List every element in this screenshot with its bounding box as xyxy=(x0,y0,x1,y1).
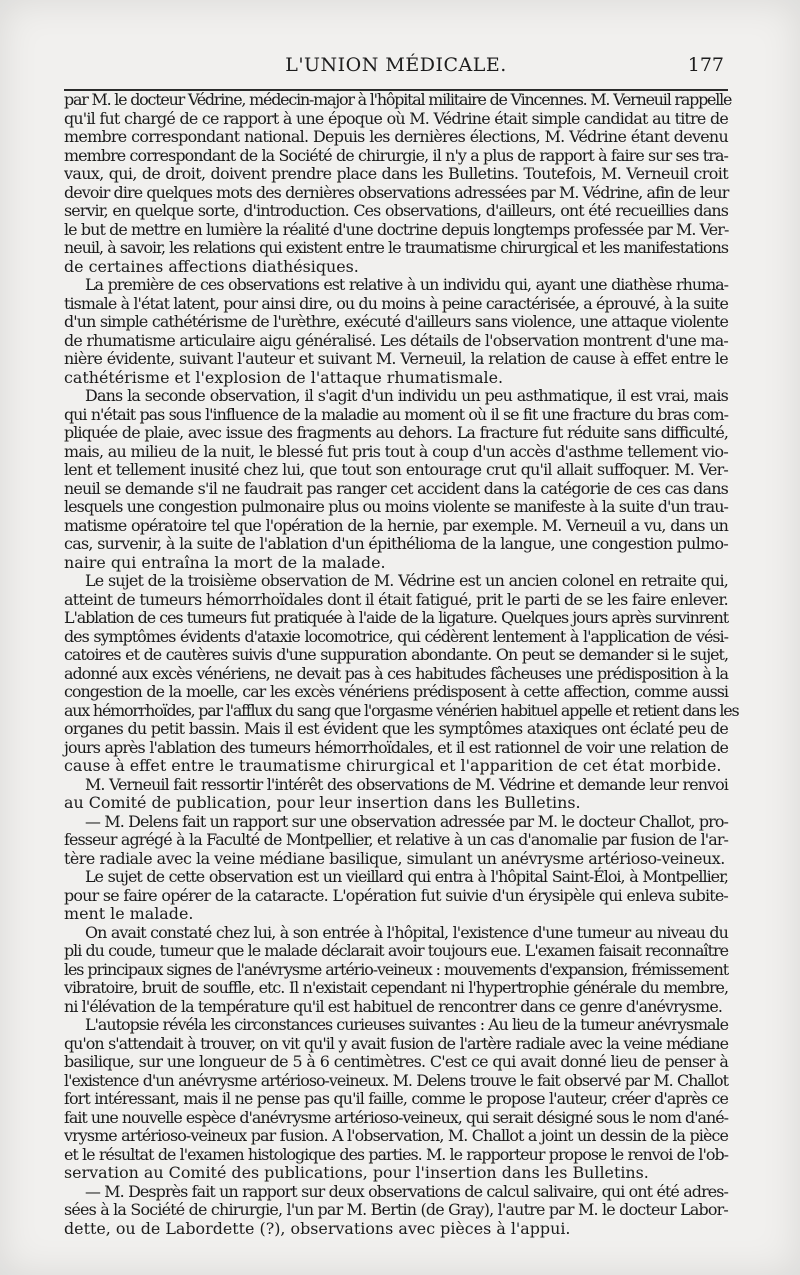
text-line: par M. le docteur Védrine, médecin-major à l'hôpital militaire de Vincennes. M. Verneuil rappelle xyxy=(64,90,732,109)
text-line: membre correspondant de la Société de chirurgie, il n'y a plus de rapport à faire sur ses tra- xyxy=(64,145,728,165)
text-line: On avait constaté chez lui, à son entrée à l'hôpital, l'existence d'une tumeur au niveau du xyxy=(85,922,728,942)
text-line: sées à la Société de chirurgie, l'un par M. Bertin (de Gray), l'autre par M. le docteur Labor- xyxy=(64,1200,728,1219)
text-line: vibratoire, bruit de souffle, etc. Il n'existait cependant ni l'hypertrophie générale du membre, xyxy=(64,978,728,997)
text-line: ment le malade. xyxy=(64,904,194,923)
text-line: fait une nouvelle espèce d'anévrysme artérioso-veineux, qui serait désigné sous le nom d'ané- xyxy=(64,1107,728,1127)
paragraph xyxy=(64,868,728,924)
text-line: ni l'élévation de la température qu'il est habituel de rencontrer dans ce genre d'anévrysme. xyxy=(64,996,722,1016)
paragraph xyxy=(64,1016,728,1183)
text-line: vrysme artérioso-veineux par fusion. A l'observation, M. Challot a joint un dessin de la pièce xyxy=(64,1126,728,1145)
text-line: au Comité de publication, pour leur insertion dans les Bulletins. xyxy=(64,793,581,812)
text-line: cathétérisme et l'explosion de l'attaque rhumatismale. xyxy=(64,367,504,387)
journal-title: L'UNION MÉDICALE. xyxy=(285,54,507,76)
text-line: d'un simple cathétérisme de l'urèthre, exécuté d'ailleurs sans violence, une attaque violente xyxy=(64,312,728,331)
text-line: servation au Comité des publications, pour l'insertion dans les Bulletins. xyxy=(64,1163,649,1182)
text-line: qui n'était pas sous l'influence de la maladie au moment où il se fit une fracture du bras com- xyxy=(64,404,728,424)
text-line: les principaux signes de l'anévrysme artério-veineux : mouvements d'expansion, frémissement xyxy=(64,959,728,979)
paragraph xyxy=(64,813,728,869)
text-line: M. Verneuil fait ressortir l'intérêt des observations de M. Védrine et demande leur renvoi xyxy=(85,774,728,794)
text-line: qu'il fut chargé de ce rapport à une époque où M. Védrine était simple candidat au titre de xyxy=(64,108,728,128)
text-line: — M. Desprès fait un rapport sur deux observations de calcul salivaire, qui ont été adres- xyxy=(85,1181,728,1201)
text-line: cas, survenir, à la suite de l'ablation d'un épithélioma de la langue, une congestion pulmo- xyxy=(64,534,728,553)
text-line: le but de mettre en lumière la réalité d'une doctrine depuis longtemps professée par M. Ver- xyxy=(64,219,729,239)
text-line: catoires et de cautères suivis d'une suppuration abondante. On peut se demander si le sujet, xyxy=(64,645,728,664)
body-text xyxy=(64,90,739,1238)
text-line: lesquels une congestion pulmonaire plus ou moins violente se manifeste à la suite d'un trau- xyxy=(64,497,728,516)
text-line: La première de ces observations est relative à un individu qui, ayant une diathèse rhuma- xyxy=(85,275,728,294)
text-line: matisme opératoire tel que l'opération de la hernie, par exemple. M. Verneuil a vu, dans un xyxy=(64,515,728,535)
paragraph xyxy=(64,276,728,387)
page-number: 177 xyxy=(687,54,724,76)
paragraph xyxy=(64,90,732,276)
paragraph xyxy=(64,776,728,813)
text-line: pli du coude, tumeur que le malade déclarait avoir toujours eue. L'examen faisait reconnaître xyxy=(64,941,728,960)
paragraph xyxy=(64,924,728,1017)
paragraph xyxy=(64,387,728,572)
text-line: fesseur agrégé à la Faculté de Montpellier, et relative à un cas d'anomalie par fusion de l'ar- xyxy=(64,830,728,849)
running-head xyxy=(66,50,726,80)
text-line: vaux, qui, de droit, doivent prendre place dans les Bulletins. Toutefois, M. Verneuil croit xyxy=(64,164,728,183)
text-line: Le sujet de cette observation est un vieillard qui entra à l'hôpital Saint-Éloi, à Montpellier, xyxy=(85,867,728,886)
text-line: des symptômes évidents d'ataxie locomotrice, qui cédèrent lentement à l'application de vési- xyxy=(64,626,728,646)
text-line: qu'on s'attendait à trouver, on vit qu'il y avait fusion de l'artère radiale avec la veine médiane xyxy=(64,1033,728,1053)
text-line: basilique, sur une longueur de 5 à 6 centimètres. C'est ce qui avait donné lieu de penser à xyxy=(64,1052,728,1071)
text-line: organes du petit bassin. Mais il est évident que les symptômes ataxiques ont éclaté peu de xyxy=(64,719,728,738)
text-line: servir, en quelque sorte, d'introduction. Ces observations, d'ailleurs, ont été recueillies dans xyxy=(64,201,728,220)
text-line: L'autopsie révéla les circonstances curieuses suivantes : Au lieu de la tumeur anévrysmale xyxy=(85,1015,728,1034)
text-line: — M. Delens fait un rapport sur une observation adressée par M. le docteur Challot, pro- xyxy=(85,811,728,831)
text-line: lent et tellement inusité chez lui, que tout son entourage crut qu'il allait suffoquer. M. Ver- xyxy=(64,460,728,479)
text-line: de rhumatisme articulaire aigu généralisé. Les détails de l'observation montrent d'une ma- xyxy=(64,330,728,350)
text-line: L'ablation de ces tumeurs fut pratiquée à l'aide de la ligature. Quelques jours après survinrent xyxy=(64,608,728,627)
text-line: de certaines affections diathésiques. xyxy=(64,256,359,276)
text-line: mais, au milieu de la nuit, le blessé fut pris tout à coup d'un accès d'asthme tellement vio- xyxy=(64,441,728,461)
text-line: l'existence d'un anévrysme artérioso-veineux. M. Delens trouve le fait observé par M. Challot xyxy=(64,1070,728,1090)
text-line: pour se faire opérer de la cataracte. L'opération fut suivie d'un érysipèle qui enleva subite- xyxy=(64,885,728,905)
text-line: aux hémorrhoïdes, par l'afflux du sang que l'orgasme vénérien habituel appelle et retient dans les xyxy=(64,700,739,720)
text-line: nière évidente, suivant l'auteur et suivant M. Verneuil, la relation de cause à effet entre le xyxy=(64,349,728,368)
text-line: pliquée de plaie, avec issue des fragments au dehors. La fracture fut réduite sans difficulté, xyxy=(64,423,728,442)
text-line: jours après l'ablation des tumeurs hémorrhoïdales, et il est rationnel de voir une relation de xyxy=(64,737,728,757)
text-line: tismale à l'état latent, pour ainsi dire, ou du moins à peine caractérisée, a éprouvé, à la suite xyxy=(64,293,728,313)
paragraph xyxy=(64,1183,728,1239)
text-line: membre correspondant national. Depuis les dernières élections, M. Védrine étant devenu xyxy=(64,127,728,146)
text-line: dette, ou de Labordette (?), observations avec pièces à l'appui. xyxy=(64,1218,571,1238)
text-line: naire qui entraîna la mort de la malade. xyxy=(64,552,386,572)
text-line: congestion de la moelle, car les excès vénériens prédisposent à cette affection, comme aussi xyxy=(64,682,728,701)
text-line: adonné aux excès vénériens, ne devait pas à ces habitudes fâcheuses une prédisposition à la xyxy=(64,663,728,683)
text-line: neuil, à savoir, les relations qui existent entre le traumatisme chirurgical et les manifestations xyxy=(64,238,728,257)
text-line: cause à effet entre le traumatisme chirurgical et l'apparition de cet état morbide. xyxy=(64,756,722,775)
paragraph xyxy=(64,571,739,776)
text-line: fort intéressant, mais il ne pense pas qu'il faille, comme le propose l'auteur, créer d'après ce xyxy=(64,1089,728,1108)
text-line: atteint de tumeurs hémorrhoïdales dont il était fatigué, prit le parti de se les faire enlever. xyxy=(64,589,728,609)
text-line: tère radiale avec la veine médiane basilique, simulant un anévrysme artérioso-veineux. xyxy=(64,848,725,868)
text-line: devoir dire quelques mots des dernières observations adressées par M. Védrine, afin de leur xyxy=(64,182,729,202)
text-line: Le sujet de la troisième observation de M. Védrine est un ancien colonel en retraite qui, xyxy=(85,571,728,590)
text-line: neuil se demande s'il ne faudrait pas ranger cet accident dans la catégorie de ces cas dans xyxy=(64,478,728,498)
text-line: et le résultat de l'examen histologique des parties. M. le rapporteur propose le renvoi de l'ob- xyxy=(64,1144,728,1164)
text-line: Dans la seconde observation, il s'agit d'un individu un peu asthmatique, il est vrai, mais xyxy=(85,386,728,405)
